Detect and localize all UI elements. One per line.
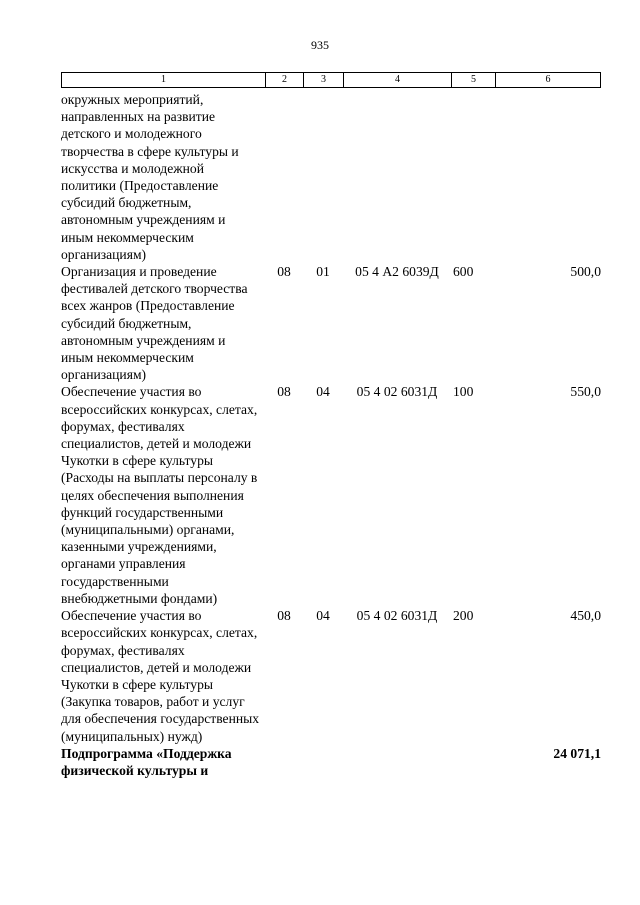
- header-col-3: 3: [304, 73, 344, 87]
- table-row: [61, 91, 601, 263]
- page-number: 935: [311, 38, 329, 52]
- row-sum: [495, 91, 601, 263]
- row-name: Обеспечение участия во всероссийских конкурсах, слетах, форумах, фестивалях специалистов, детей и молодежи Чукотки в сфере культуры (Закупка товаров, работ и услуг для обеспечения государственных (муниципальных) нужд): [61, 608, 260, 744]
- row-sum: 24 071,1: [553, 745, 601, 761]
- row-subsection: [303, 745, 343, 779]
- row-expense-type: 200: [453, 608, 474, 624]
- row-name: окружных мероприятий, направленных на развитие детского и молодежного творчества в сфере культуры и искусства и молодежной политики (Предоставление субсидий бюджетным, автономным учреждениям и иным некоммерческим организациям): [61, 92, 239, 262]
- row-expense-type: 600: [453, 264, 474, 280]
- table-row: [61, 383, 601, 607]
- table-body: [61, 91, 601, 779]
- row-subsection: 01: [316, 264, 330, 280]
- header-col-4: 4: [344, 73, 452, 87]
- table-row: [61, 607, 601, 745]
- row-expense-type: [451, 91, 495, 263]
- row-subsection: [303, 91, 343, 263]
- row-target-code: [343, 91, 451, 263]
- row-section: 08: [277, 384, 291, 400]
- row-name: Подпрограмма «Поддержка физической культуры и: [61, 745, 232, 778]
- row-sum: 550,0: [570, 384, 601, 400]
- row-expense-type: [451, 745, 495, 779]
- row-section: [265, 91, 303, 263]
- row-section: 08: [277, 264, 291, 280]
- row-subsection: 04: [316, 608, 330, 624]
- row-section: 08: [277, 608, 291, 624]
- header-col-1: 1: [62, 73, 266, 87]
- row-section: [265, 745, 303, 779]
- row-expense-type: 100: [453, 384, 474, 400]
- row-subsection: 04: [316, 384, 330, 400]
- row-name: Обеспечение участия во всероссийских конкурсах, слетах, форумах, фестивалях специалистов, детей и молодежи Чукотки в сфере культуры (Расходы на выплаты персоналу в целях обеспечения выполнения функций государственными (муниципальными) органами, казенными учреждениями, органами управления государственными внебюджетными фондами): [61, 384, 258, 606]
- row-name: Организация и проведение фестивалей детского творчества всех жанров (Предоставление субсидий бюджетным, автономным учреждениям и иным некоммерческим организациям): [61, 264, 248, 383]
- table-row-subprogram: [61, 745, 601, 779]
- header-col-6: 6: [545, 74, 551, 85]
- row-target-code: [343, 745, 451, 779]
- row-target-code: 05 4 А2 6039Д: [355, 264, 439, 280]
- row-target-code: 05 4 02 6031Д: [356, 384, 438, 400]
- row-sum: 450,0: [570, 608, 601, 624]
- row-sum: 500,0: [570, 264, 601, 280]
- table-row: [61, 263, 601, 383]
- header-col-5: 5: [452, 73, 496, 87]
- row-target-code: 05 4 02 6031Д: [356, 608, 438, 624]
- header-col-2: 2: [266, 73, 304, 87]
- table-header: [61, 72, 601, 88]
